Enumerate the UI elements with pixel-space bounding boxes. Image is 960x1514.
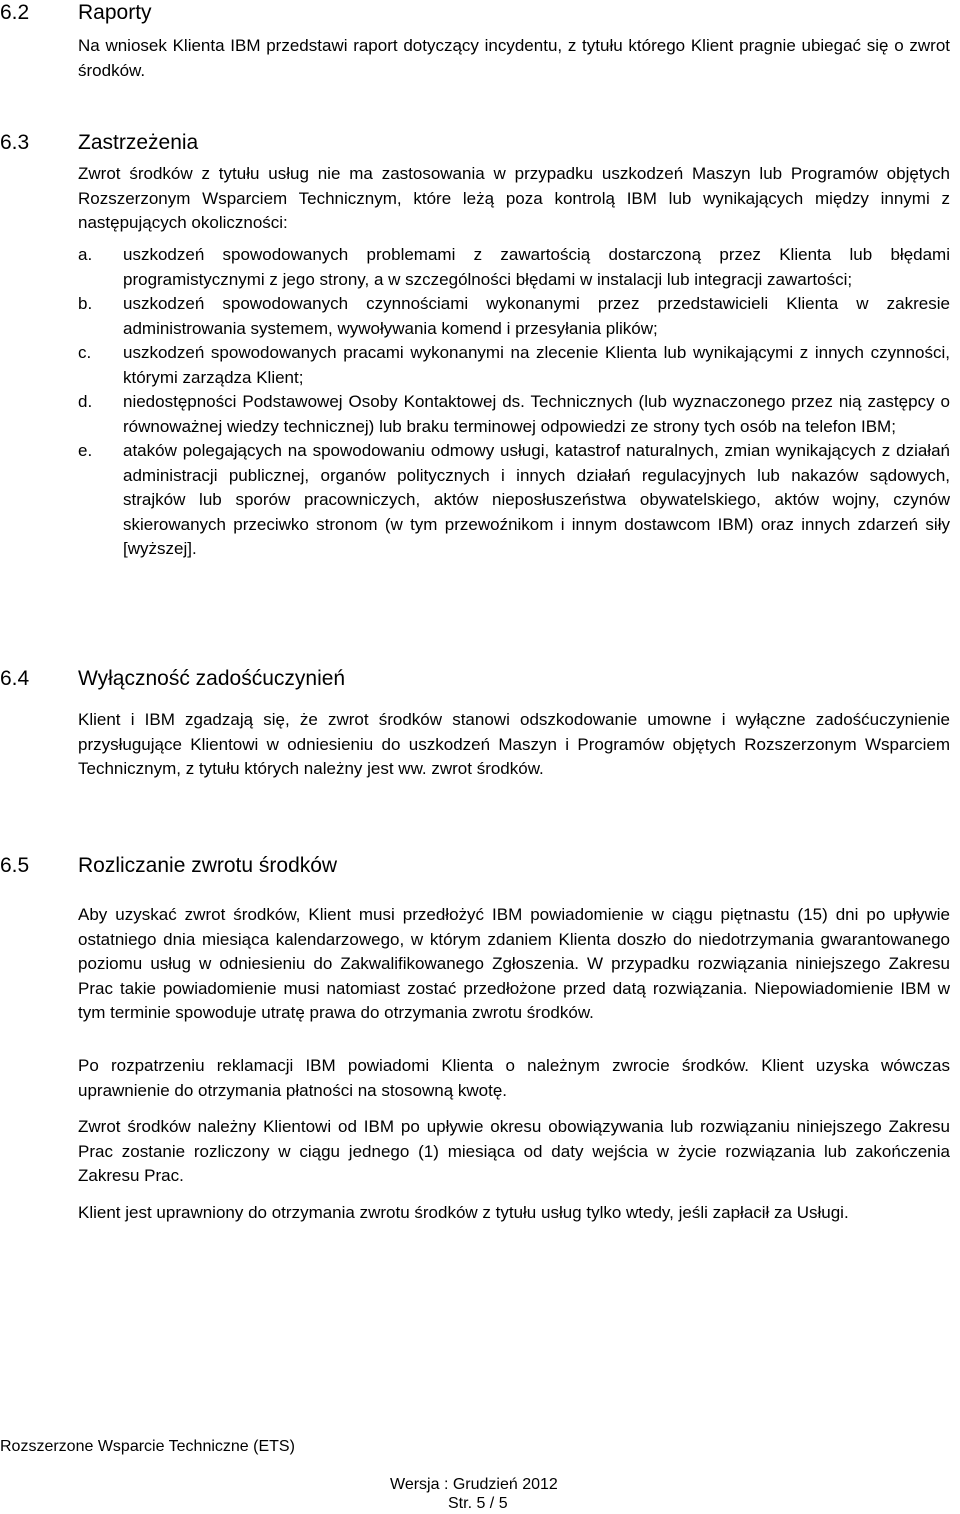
list-marker: b. bbox=[78, 294, 93, 313]
section-6-5-paragraph-2: Po rozpatrzeniu reklamacji IBM powiadomi Klienta o należnym zwrocie środków. Klient uzyska wówczas uprawnienie do otrzymania płatności na stosowną kwotę. bbox=[78, 1056, 950, 1100]
section-6-5-paragraph-3: Zwrot środków należny Klientowi od IBM po upływie okresu obowiązywania lub rozwiązaniu niniejszego Zakresu Prac zostanie rozliczony w ciągu jednego (1) miesiąca od daty wejścia w życie rozwiązania lub zakończenia Zakresu Prac. bbox=[78, 1117, 950, 1185]
list-item bbox=[78, 341, 950, 390]
section-6-5-paragraph-4: Klient jest uprawniony do otrzymania zwrotu środków z tytułu usług tylko wtedy, jeśli zapłacił za Usługi. bbox=[78, 1203, 849, 1222]
section-title: Zastrzeżenia bbox=[78, 131, 199, 154]
section-6-5-paragraph-1: Aby uzyskać zwrot środków, Klient musi przedłożyć IBM powiadomienie w ciągu piętnastu (15) dni po upływie ostatniego dnia miesiąca kalendarzowego, w którym zdaniem Klienta doszło do niedotrzymania gwarantowanego poziomu usług w odniesieniu do Zakwalifikowanego Zgłoszenia. W przypadku rozwiązania niniejszego Zakresu Prac takie powiadomienie musi natomiast zostać przedłożone przed datą rozwiązania. Niepowiadomienie IBM w tym terminie spowoduje utratę prawa do otrzymania zwrotu środków. bbox=[78, 905, 950, 1022]
list-item-text: ataków polegających na spowodowaniu odmowy usługi, katastrof naturalnych, zmian wynikających z działań administracji publicznej, organów politycznych i innych działań regulacyjnych lub nakazów sądowych, strajków lub sporów pracowniczych, aktów nieposłuszeństwa obywatelskiego, aktów wojny, czynów skierowanych przeciwko stronom (w tym przewoźnikom i innym dostawcom IBM) oraz innych zdarzeń siły [wyższej]. bbox=[123, 441, 950, 558]
section-title: Rozliczanie zwrotu środków bbox=[78, 854, 338, 877]
section-heading-6-4 bbox=[0, 666, 345, 692]
section-heading-6-2 bbox=[0, 0, 152, 26]
list-item-text: niedostępności Podstawowej Osoby Kontaktowej ds. Technicznych (lub wyznaczonego przez nią zastępcy o równoważnej wiedzy technicznej) lub braku terminowej odpowiedzi ze strony tych osób na telefon IBM; bbox=[123, 392, 950, 436]
list-marker: e. bbox=[78, 441, 93, 460]
list-item-text: uszkodzeń spowodowanych problemami z zawartością dostarczoną przez Klienta lub błędami programistycznymi z jego strony, a w szczególności błędami w instalacji lub integracji zawartości; bbox=[123, 245, 950, 289]
exclusions-list bbox=[78, 243, 950, 562]
list-item-text: uszkodzeń spowodowanych czynnościami wykonanymi przez przedstawicieli Klienta w zakresie administrowania systemem, wywoływania komend i przesyłania plików; bbox=[123, 294, 950, 338]
list-item bbox=[78, 243, 950, 292]
section-heading-6-3 bbox=[0, 130, 198, 156]
footer-document-title: Rozszerzone Wsparcie Techniczne (ETS) bbox=[0, 1438, 295, 1455]
section-number: 6.3 bbox=[0, 131, 30, 154]
list-marker: a. bbox=[78, 245, 93, 264]
section-number: 6.2 bbox=[0, 1, 30, 24]
footer-version: Wersja : Grudzień 2012 bbox=[390, 1476, 558, 1493]
section-6-4-paragraph: Klient i IBM zgadzają się, że zwrot środków stanowi odszkodowanie umowne i wyłączne zadośćuczynienie przysługujące Klientowi w odniesieniu do uszkodzeń Maszyn i Programów objętych Rozszerzonym Wsparciem Technicznym, z tytułu których należny jest ww. zwrot środków. bbox=[78, 710, 950, 778]
footer-page-number: Str. 5 / 5 bbox=[448, 1495, 508, 1512]
section-6-3-intro: Zwrot środków z tytułu usług nie ma zastosowania w przypadku uszkodzeń Maszyn lub Programów objętych Rozszerzonym Wsparciem Technicznym, które leżą poza kontrolą IBM lub wynikających między innymi z następujących okoliczności: bbox=[78, 164, 950, 232]
list-marker: c. bbox=[78, 343, 92, 362]
list-item bbox=[78, 390, 950, 439]
section-title: Raporty bbox=[78, 1, 152, 24]
list-marker: d. bbox=[78, 392, 93, 411]
section-number: 6.5 bbox=[0, 854, 30, 877]
section-heading-6-5 bbox=[0, 853, 337, 879]
list-item bbox=[78, 292, 950, 341]
section-number: 6.4 bbox=[0, 667, 30, 690]
section-title: Wyłączność zadośćuczynień bbox=[78, 667, 346, 690]
list-item bbox=[78, 439, 950, 562]
section-6-2-paragraph: Na wniosek Klienta IBM przedstawi raport dotyczący incydentu, z tytułu którego Klient pragnie ubiegać się o zwrot środków. bbox=[78, 36, 950, 80]
list-item-text: uszkodzeń spowodowanych pracami wykonanymi na zlecenie Klienta lub wynikającymi z innych czynności, którymi zarządza Klient; bbox=[123, 343, 950, 387]
